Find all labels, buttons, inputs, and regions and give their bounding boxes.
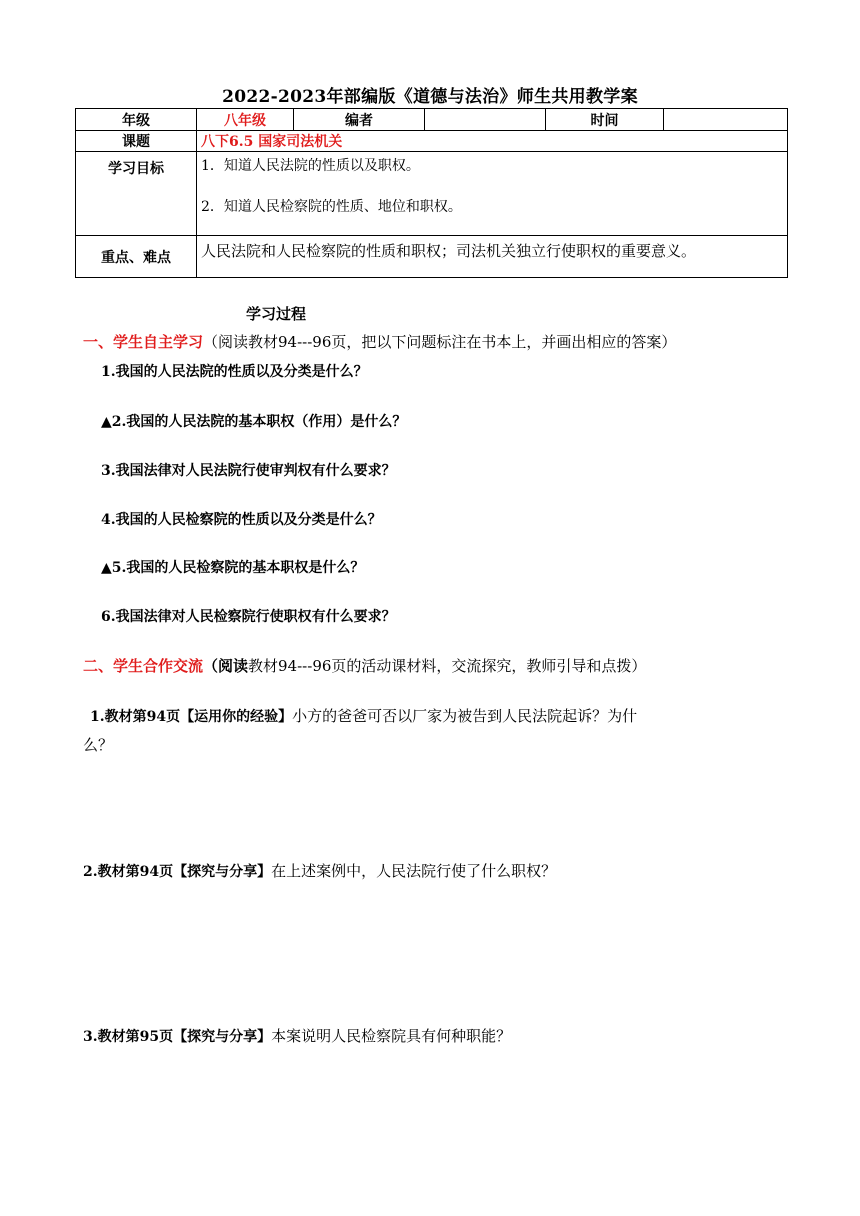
activity-ref: 2.教材第94页【探究与分享】 bbox=[83, 864, 272, 880]
section2-hint: 教材94---96页的活动课材料，交流探究，教师引导和点拨） bbox=[248, 657, 647, 675]
goal-item: 1．知道人民法院的性质以及职权。 bbox=[201, 158, 420, 174]
document-title: 2022-2023年部编版《道德与法治》师生共用教学案 bbox=[222, 87, 638, 107]
time-value bbox=[664, 109, 788, 131]
grade-value: 八年级 bbox=[197, 109, 294, 131]
activity-text: 在上述案例中，人民法院行使了什么职权？ bbox=[271, 862, 557, 880]
activity-ref: 1.教材第94页【运用你的经验】 bbox=[90, 709, 293, 725]
section2-header bbox=[83, 655, 646, 676]
activity-item bbox=[83, 860, 556, 881]
question-item: 3.我国法律对人民法院行使审判权有什么要求？ bbox=[101, 463, 396, 479]
activity-item bbox=[90, 705, 637, 726]
goals-label: 学习目标 bbox=[76, 152, 197, 236]
activity-ref: 3.教材第95页【探究与分享】 bbox=[83, 1029, 272, 1045]
question-item: 4.我国的人民检察院的性质以及分类是什么？ bbox=[101, 512, 382, 528]
info-table bbox=[75, 108, 788, 278]
grade-label: 年级 bbox=[76, 109, 197, 131]
question-item: ▲5.我国的人民检察院的基本职权是什么？ bbox=[101, 560, 365, 576]
section1-title: 一、学生自主学习 bbox=[83, 333, 204, 351]
question-item: 6.我国法律对人民检察院行使职权有什么要求？ bbox=[101, 609, 396, 625]
editor-value bbox=[425, 109, 546, 131]
editor-label: 编者 bbox=[294, 109, 425, 131]
process-heading: 学习过程 bbox=[246, 305, 307, 323]
goals-cell bbox=[197, 152, 788, 236]
goal-item: 2．知道人民检察院的性质、地位和职权。 bbox=[201, 199, 462, 215]
activity-item bbox=[83, 1025, 511, 1046]
key-points-label: 重点、难点 bbox=[76, 236, 197, 278]
activity-text: 小方的爸爸可否以厂家为被告到人民法院起诉？为什 bbox=[292, 707, 638, 725]
topic-label: 课题 bbox=[76, 131, 197, 152]
section2-hint-bold: （阅读 bbox=[203, 657, 249, 675]
question-item: 1.我国的人民法院的性质以及分类是什么？ bbox=[101, 364, 368, 380]
topic-value: 八下6.5 国家司法机关 bbox=[197, 131, 788, 152]
section1-header bbox=[83, 331, 676, 352]
activity-text-cont: 么？ bbox=[83, 736, 114, 754]
activity-text: 本案说明人民检察院具有何种职能？ bbox=[271, 1027, 512, 1045]
key-points-value: 人民法院和人民检察院的性质和职权；司法机关独立行使职权的重要意义。 bbox=[197, 236, 788, 278]
section2-title: 二、学生合作交流 bbox=[83, 657, 204, 675]
question-item: ▲2.我国的人民法院的基本职权（作用）是什么？ bbox=[101, 414, 407, 430]
time-label: 时间 bbox=[546, 109, 664, 131]
section1-hint: （阅读教材94---96页，把以下问题标注在书本上，并画出相应的答案） bbox=[203, 333, 677, 351]
